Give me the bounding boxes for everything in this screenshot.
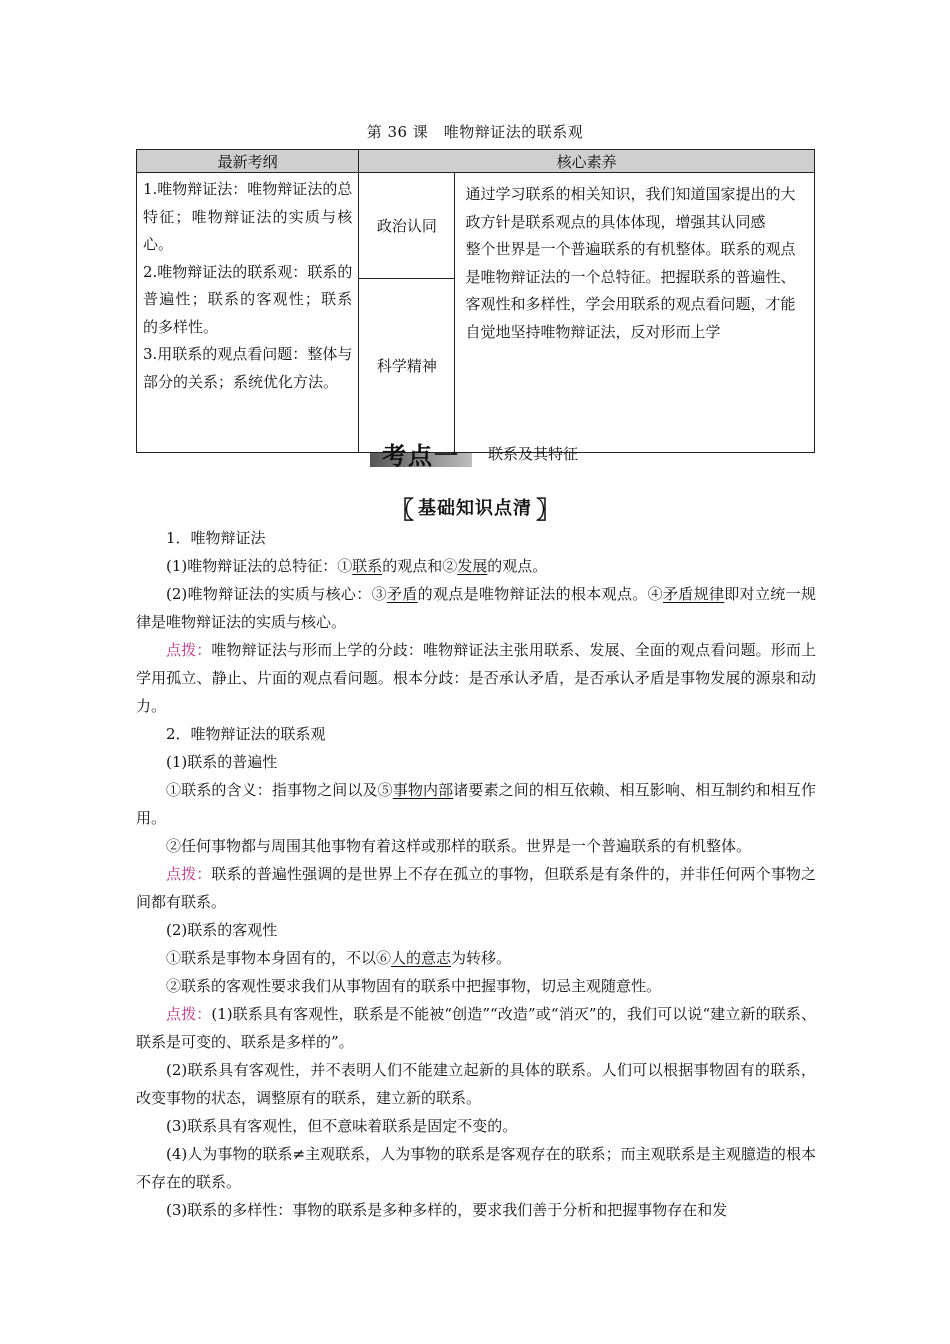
heading: 1．唯物辩证法 — [166, 529, 266, 547]
paragraph: (3)联系的多样性：事物的联系是多种多样的，要求我们善于分析和把握事物存在和发 — [166, 1201, 728, 1219]
paragraph: ②任何事物都与周围其他事物有着这样或那样的联系。世界是一个普遍联系的有机整体。 — [166, 837, 752, 855]
paragraph: (2)联系具有客观性，并不表明人们不能建立起新的具体的联系。人们可以根据事物固有的联系，改变事物的状态，调整原有的联系，建立新的联系。 — [136, 1061, 816, 1107]
right-bracket: 〗 — [536, 495, 560, 524]
syllabus-table — [136, 149, 815, 453]
tip-label: 点拨： — [166, 1005, 212, 1023]
kaodian-heading — [370, 436, 578, 470]
outline-cell — [137, 173, 359, 453]
answer-blank: 矛盾规律 — [662, 585, 725, 603]
tip-paragraph: 点拨：联系的普遍性强调的是世界上不存在孤立的事物，但联系是有条件的，并非任何两个事物之间都有联系。 — [136, 865, 816, 911]
outline-item: 2.唯物辩证法的联系观：联系的普遍性；联系的客观性；联系的多样性。 — [143, 262, 353, 336]
paragraph: (3)联系具有客观性，但不意味着联系是固定不变的。 — [166, 1117, 518, 1135]
paragraph: (4)人为事物的联系≠主观联系，人为事物的联系是客观存在的联系；而主观联系是主观臆造的根本不存在的联系。 — [136, 1145, 816, 1191]
paragraph: ①联系的含义：指事物之间以及⑤事物内部诸要素之间的相互依赖、相互影响、相互制约和相互作用。 — [136, 781, 816, 827]
tip-paragraph: 点拨：(1)联系具有客观性，联系是不能被“创造”“改造”或“消灭”的，我们可以说“建立新的联系、联系是可变的、联系是多样的”。 — [136, 1005, 816, 1051]
page-title: 第 36 课 唯物辩证法的联系观 — [366, 123, 584, 141]
outline-item: 1.唯物辩证法：唯物辩证法的总特征；唯物辩证法的实质与核心。 — [143, 180, 353, 253]
left-bracket: 〖 — [390, 495, 414, 524]
kaodian-badge — [370, 436, 472, 470]
outline-item: 3.用联系的观点看问题：整体与部分的关系；系统优化方法。 — [143, 345, 353, 391]
paragraph: (2)唯物辩证法的实质与核心：③矛盾的观点是唯物辩证法的根本观点。④矛盾规律即对立统一规律是唯物辩证法的实质与核心。 — [136, 585, 816, 631]
literacy-label: 政治认同 — [359, 173, 455, 279]
subheading: (1)联系的普遍性 — [166, 753, 278, 771]
section-banner — [390, 494, 560, 524]
body-text — [136, 524, 816, 1224]
literacy-content — [455, 173, 815, 453]
answer-blank: 联系 — [352, 557, 383, 575]
literacy-text: 通过学习联系的相关知识，我们知道国家提出的大政方针是联系观点的具体体现，增强其认同感 — [465, 185, 796, 231]
header-outline: 最新考纲 — [137, 150, 359, 173]
paragraph: (1)唯物辩证法的总特征：①联系的观点和②发展的观点。 — [166, 557, 548, 575]
tip-label: 点拨： — [166, 641, 212, 659]
tip-paragraph: 点拨：唯物辩证法与形而上学的分歧：唯物辩证法主张用联系、发展、全面的观点看问题。形而上学用孤立、静止、片面的观点看问题。根本分歧：是否承认矛盾，是否承认矛盾是事物发展的源泉和动力。 — [136, 641, 816, 715]
answer-blank: 事物内部 — [392, 781, 454, 799]
heading: 2．唯物辩证法的联系观 — [166, 725, 326, 743]
tip-label: 点拨： — [166, 865, 212, 883]
kaodian-topic: 联系及其特征 — [488, 444, 579, 463]
badge-text: 考点一 — [382, 442, 460, 470]
answer-blank: 矛盾 — [386, 585, 418, 603]
literacy-label: 科学精神 — [359, 279, 455, 453]
answer-blank: 人的意志 — [391, 949, 452, 967]
literacy-text: 整个世界是一个普遍联系的有机整体。联系的观点是唯物辩证法的一个总特征。把握联系的普遍性、客观性和多样性，学会用联系的观点看问题，才能自觉地坚持唯物辩证法，反对形而上学 — [465, 240, 796, 341]
banner-text: 基础知识点清 — [418, 498, 532, 519]
paragraph: ①联系是事物本身固有的，不以⑥人的意志为转移。 — [166, 949, 512, 967]
header-literacy: 核心素养 — [359, 150, 815, 173]
subheading: (2)联系的客观性 — [166, 921, 278, 939]
paragraph: ②联系的客观性要求我们从事物固有的联系中把握事物，切忌主观随意性。 — [166, 977, 662, 995]
answer-blank: 发展 — [457, 557, 488, 575]
